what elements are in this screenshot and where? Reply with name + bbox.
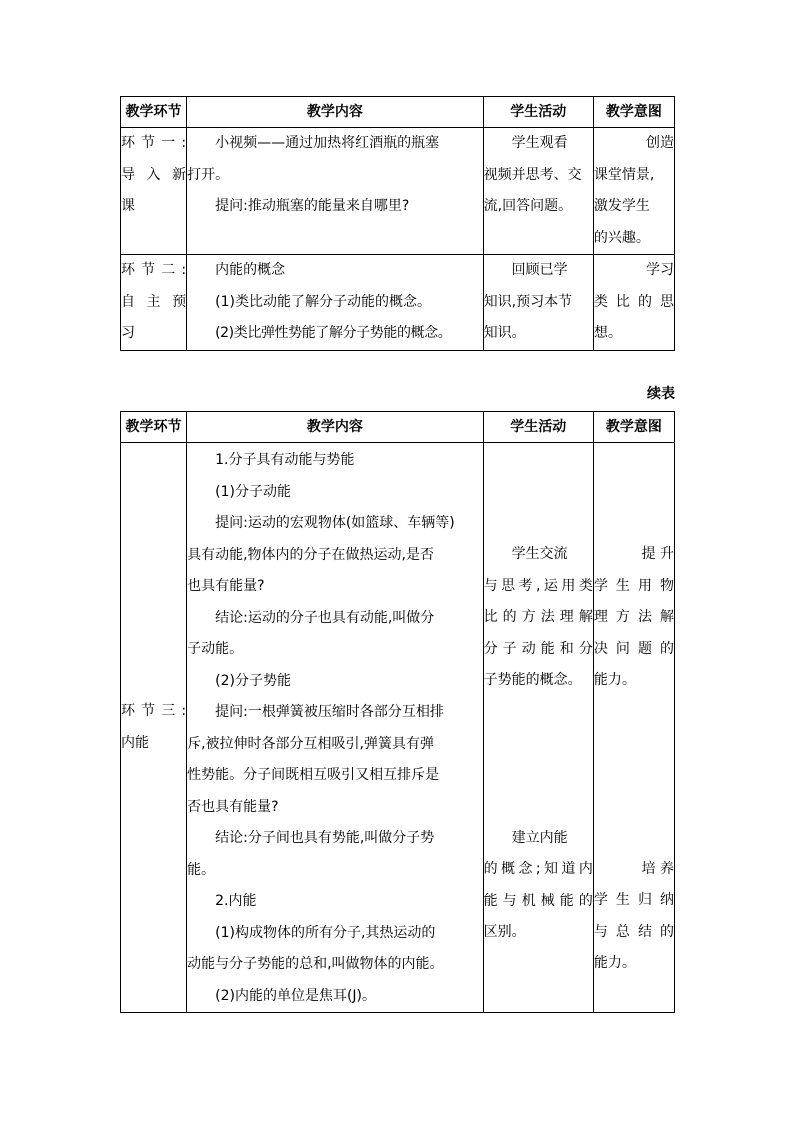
activity-line: 的概念;知道内	[483, 861, 593, 877]
content-line: 能。	[187, 861, 216, 878]
header-intent: 教学意图	[593, 97, 674, 128]
table-row	[121, 128, 675, 255]
activity-line: 区别。	[483, 924, 526, 940]
content-line: 否也具有能量?	[187, 798, 279, 815]
content-cell	[187, 443, 484, 1013]
content-line: 具有动能,物体内的分子在做热运动,是否	[187, 546, 435, 563]
content-line: 内能的概念	[215, 262, 286, 278]
header-activity: 学生活动	[483, 97, 593, 128]
stage-line: 环节一:	[121, 135, 187, 151]
content-line: 子动能。	[187, 641, 244, 657]
content-line: 提问:一根弹簧被压缩时各部分互相排	[215, 704, 444, 720]
header-intent: 教学意图	[593, 412, 674, 443]
header-stage: 教学环节	[121, 412, 187, 443]
spacer	[484, 697, 593, 823]
content-line: (2)类比弹性势能了解分子势能的概念。	[215, 325, 452, 341]
lesson-table-2	[120, 411, 675, 1013]
intent-line: 课堂情景,	[593, 166, 655, 183]
intent-line: 提 升	[641, 546, 674, 562]
activity-line: 子势能的概念。	[483, 672, 582, 688]
stage-line: 导 入 新	[121, 166, 187, 183]
stage-line: 自 主 预	[121, 293, 187, 310]
content-line: (2)内能的单位是焦耳(J)。	[215, 987, 376, 1004]
table-row	[121, 255, 675, 351]
activity-line: 学生观看	[511, 135, 568, 151]
content-line: 提问:运动的宏观物体(如篮球、车辆等)	[215, 515, 455, 531]
stage-cell	[121, 255, 187, 351]
activity-line: 知识。	[483, 325, 526, 341]
content-line: 结论:分子间也具有势能,叫做分子势	[215, 830, 435, 846]
header-content: 教学内容	[187, 97, 484, 128]
header-activity: 学生活动	[483, 412, 593, 443]
content-line: (1)构成物体的所有分子,其热运动的	[215, 924, 436, 941]
intent-line: 学生归纳	[593, 892, 674, 908]
intent-cell	[593, 255, 674, 351]
stage-cell	[121, 128, 187, 255]
activity-cell	[483, 443, 593, 1013]
content-line: 打开。	[187, 166, 230, 183]
continued-label: 续表	[647, 386, 675, 402]
content-line: (2)分子势能	[215, 672, 291, 689]
activity-line: 流,回答问题。	[483, 198, 573, 214]
table-header-row	[121, 412, 675, 443]
content-line: (1)类比动能了解分子动能的概念。	[215, 293, 431, 310]
content-line: 结论:运动的分子也具有动能,叫做分	[215, 609, 435, 626]
content-line: 1.分子具有动能与势能	[215, 452, 355, 468]
activity-line: 与思考,运用类	[483, 577, 593, 594]
intent-line: 培 养	[641, 860, 674, 877]
activity-line: 知识,预习本节	[483, 293, 573, 310]
content-line: 提问:推动瓶塞的能量来自哪里?	[215, 198, 410, 214]
content-line: 性势能。分子间既相互吸引又相互排斥是	[187, 767, 440, 783]
content-cell	[187, 128, 484, 255]
content-line: 小视频——通过加热将红酒瓶的瓶塞	[215, 135, 440, 151]
table-row	[121, 443, 675, 1013]
activity-cell	[483, 128, 593, 255]
activity-line: 比的方法理解	[483, 609, 593, 625]
intent-line: 能力。	[593, 955, 636, 971]
stage-line: 环节三:	[121, 703, 187, 719]
stage-cell	[121, 443, 187, 1013]
intent-line: 学生用物	[593, 577, 674, 594]
activity-line: 回顾已学	[511, 262, 568, 278]
content-line: (1)分子动能	[215, 483, 291, 500]
intent-line: 激发学生	[593, 198, 650, 214]
intent-line: 决问题的	[593, 640, 674, 657]
activity-line: 视频并思考、交	[483, 166, 582, 183]
content-cell	[187, 255, 484, 351]
activity-line: 能与机械能的	[483, 892, 593, 909]
header-stage: 教学环节	[121, 97, 187, 128]
intent-line: 的兴趣。	[593, 229, 650, 246]
content-line: 2.内能	[215, 893, 257, 909]
intent-cell	[593, 443, 674, 1013]
stage-line: 环节二:	[121, 262, 187, 278]
activity-line: 学生交流	[511, 546, 568, 562]
content-line: 动能与分子势能的总和,叫做物体的内能。	[187, 956, 444, 972]
intent-line: 与总结的	[593, 923, 674, 940]
intent-line: 能力。	[593, 672, 636, 688]
intent-line: 理方法解	[593, 609, 674, 625]
intent-line: 学习	[646, 262, 674, 278]
content-line: 斥,被拉伸时各部分互相吸引,弹簧具有弹	[187, 735, 435, 752]
intent-line: 创造	[646, 135, 674, 151]
content-line: 也具有能量?	[187, 578, 265, 594]
activity-line: 分子动能和分	[483, 640, 593, 657]
intent-line: 类比的思	[593, 293, 674, 310]
header-content: 教学内容	[187, 412, 484, 443]
lesson-table-1	[120, 96, 675, 351]
activity-line: 建立内能	[511, 829, 568, 846]
stage-line: 课	[121, 198, 135, 214]
table-header-row	[121, 97, 675, 128]
activity-cell	[483, 255, 593, 351]
intent-cell	[593, 128, 674, 255]
intent-line: 想。	[593, 325, 622, 341]
stage-line: 内能	[121, 734, 149, 751]
spacer	[594, 697, 674, 854]
stage-line: 习	[121, 325, 135, 341]
